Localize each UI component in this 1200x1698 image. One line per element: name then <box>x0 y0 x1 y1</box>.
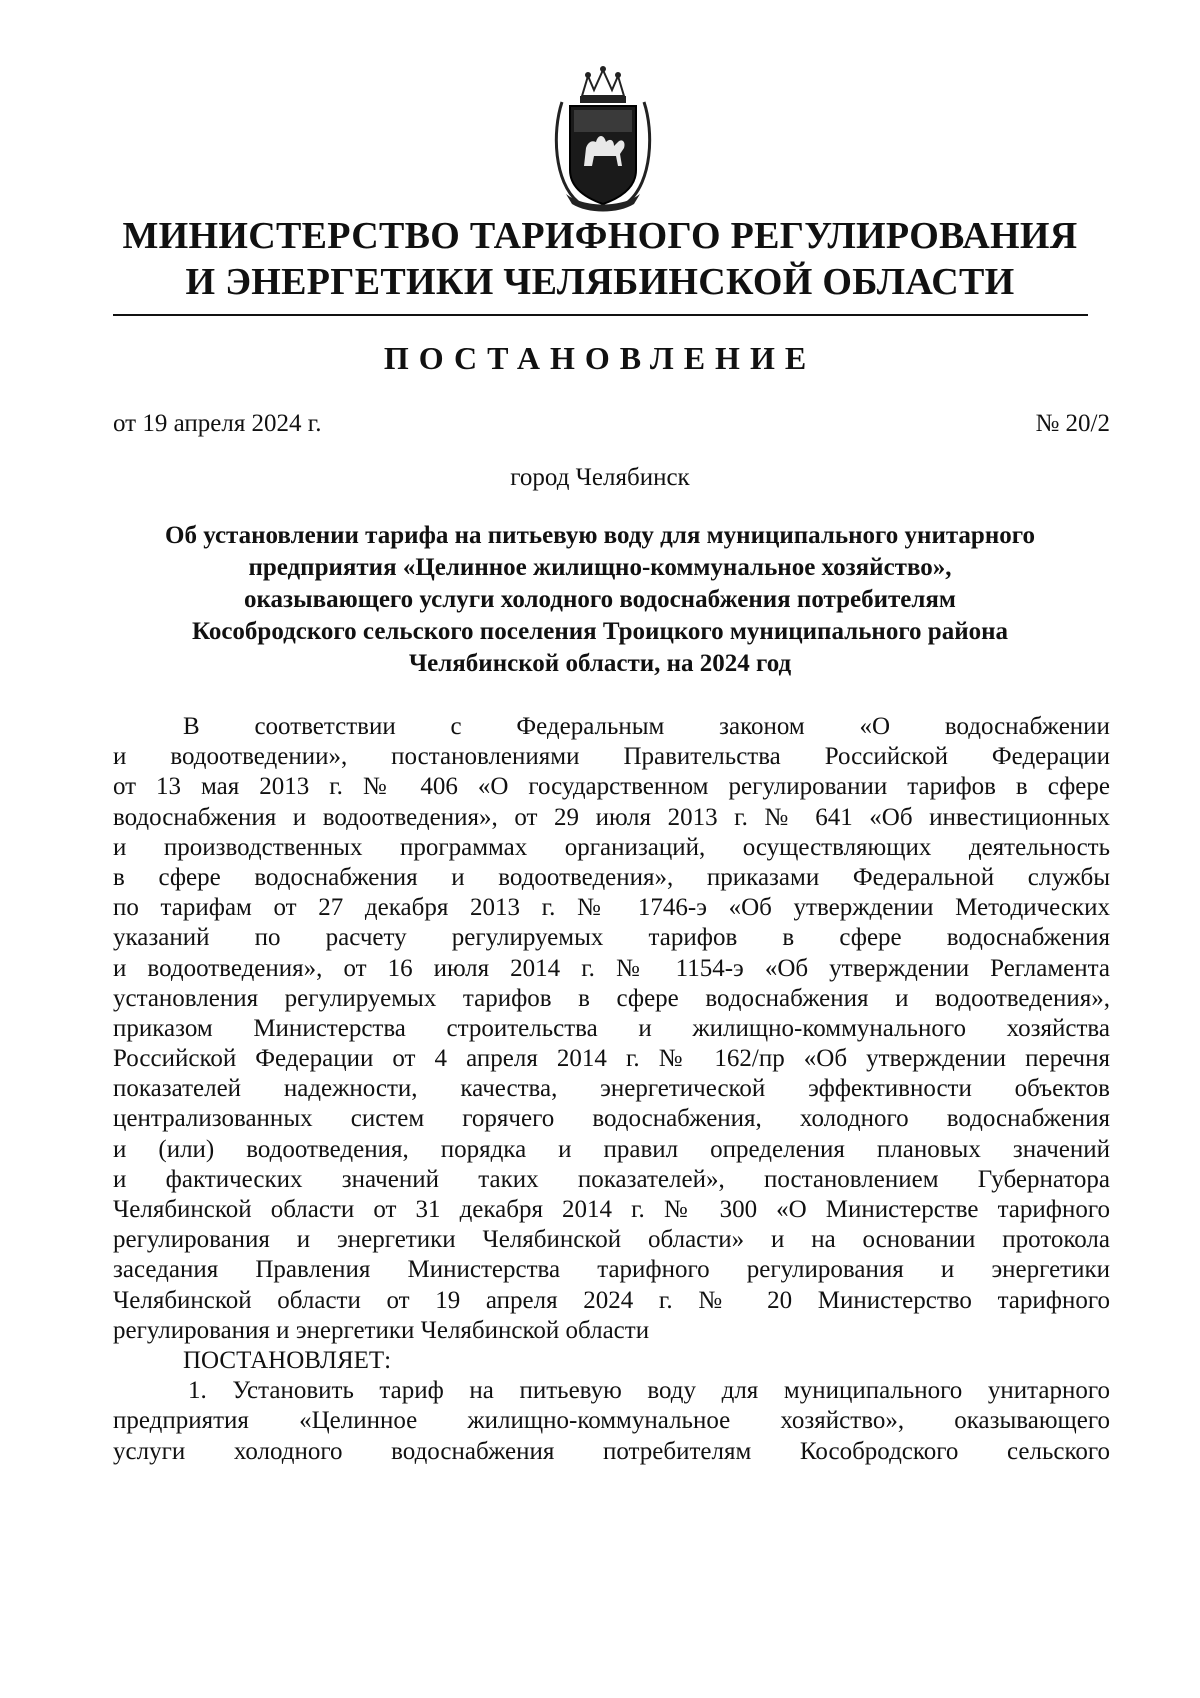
document-number: № 20/2 <box>1035 410 1110 437</box>
item-1-line: услуги холодного водоснабжения потребителям Кособродского сельского <box>113 1437 1110 1465</box>
body-line: регулирования и энергетики Челябинской области <box>113 1316 650 1344</box>
body-word: «О <box>859 713 891 740</box>
document-title <box>100 520 1100 680</box>
body-word: с <box>450 713 462 740</box>
body-line: Челябинской области от 31 декабря 2014 г. № 300 «О Министерстве тарифного <box>113 1196 1110 1223</box>
title-line: предприятия «Целинное жилищно-коммунальное хозяйство», <box>248 554 952 581</box>
document-body <box>113 712 1110 1467</box>
body-line: показателей надежности, качества, энергетической эффективности объектов <box>113 1075 1110 1103</box>
body-word: законом <box>719 713 805 740</box>
body-word: Федеральным <box>516 713 665 740</box>
body-first-line <box>113 712 1110 742</box>
body-line: Российской Федерации от 4 апреля 2014 г. № 162/пр «Об утверждении перечня <box>113 1045 1110 1073</box>
body-line: водоснабжения и водоотведения», от 29 июля 2013 г. № 641 «Об инвестиционных <box>113 803 1110 831</box>
body-line: установления регулируемых тарифов в сфере водоснабжения и водоотведения», <box>113 984 1110 1012</box>
item-1-line: 1. Установить тариф на питьевую воду для муниципального унитарного <box>188 1377 1110 1405</box>
title-line: Кособродского сельского поселения Троицкого муниципального района <box>191 618 1009 645</box>
body-word: В <box>183 713 200 740</box>
body-line: Челябинской области от 19 апреля 2024 г. № 20 Министерство тарифного <box>113 1286 1110 1314</box>
title-line: оказывающего услуги холодного водоснабжения потребителям <box>244 586 956 613</box>
body-line: регулирования и энергетики Челябинской области» и на основании протокола <box>113 1226 1110 1254</box>
document-type: ПОСТАНОВЛЕНИЕ <box>383 340 817 376</box>
resolves-heading: ПОСТАНОВЛЯЕТ: <box>183 1346 392 1374</box>
body-line: от 13 мая 2013 г. № 406 «О государственном регулировании тарифов в сфере <box>113 773 1110 801</box>
body-line: и производственных программах организаций, осуществляющих деятельность <box>113 833 1110 861</box>
item-1-line: предприятия «Целинное жилищно-коммунальное хозяйство», оказывающего <box>113 1407 1110 1435</box>
body-word: водоснабжении <box>944 713 1110 740</box>
title-line: Об установлении тарифа на питьевую воду для муниципального унитарного <box>165 522 1035 549</box>
body-line: и (или) водоотведения, порядка и правил определения плановых значений <box>113 1135 1110 1163</box>
body-line: приказом Министерства строительства и жилищно-коммунального хозяйства <box>113 1014 1110 1042</box>
body-line: централизованных систем горячего водоснабжения, холодного водоснабжения <box>113 1105 1110 1133</box>
title-line: Челябинской области, на 2024 год <box>408 650 792 677</box>
body-line: указаний по расчету регулируемых тарифов в сфере водоснабжения <box>113 924 1110 952</box>
ministry-name-line1: МИНИСТЕРСТВО ТАРИФНОГО РЕГУЛИРОВАНИЯ <box>122 215 1078 257</box>
body-line: и водоотведении», постановлениями Правительства Российской Федерации <box>113 743 1110 771</box>
header-divider <box>113 314 1088 316</box>
body-line: по тарифам от 27 декабря 2013 г. № 1746-э «Об утверждении Методических <box>113 894 1110 922</box>
coat-of-arms-icon <box>548 62 658 214</box>
body-line: и фактических значений таких показателей», постановлением Губернатора <box>113 1165 1110 1193</box>
document-city: город Челябинск <box>510 464 690 491</box>
ministry-name-line2: И ЭНЕРГЕТИКИ ЧЕЛЯБИНСКОЙ ОБЛАСТИ <box>185 261 1015 303</box>
body-line: и водоотведения», от 16 июля 2014 г. № 1154-э «Об утверждении Регламента <box>113 954 1110 982</box>
document-date: от 19 апреля 2024 г. <box>113 410 322 437</box>
body-line: в сфере водоснабжения и водоотведения», приказами Федеральной службы <box>113 863 1110 891</box>
body-word: соответствии <box>254 713 396 740</box>
body-line: заседания Правления Министерства тарифного регулирования и энергетики <box>113 1256 1110 1284</box>
